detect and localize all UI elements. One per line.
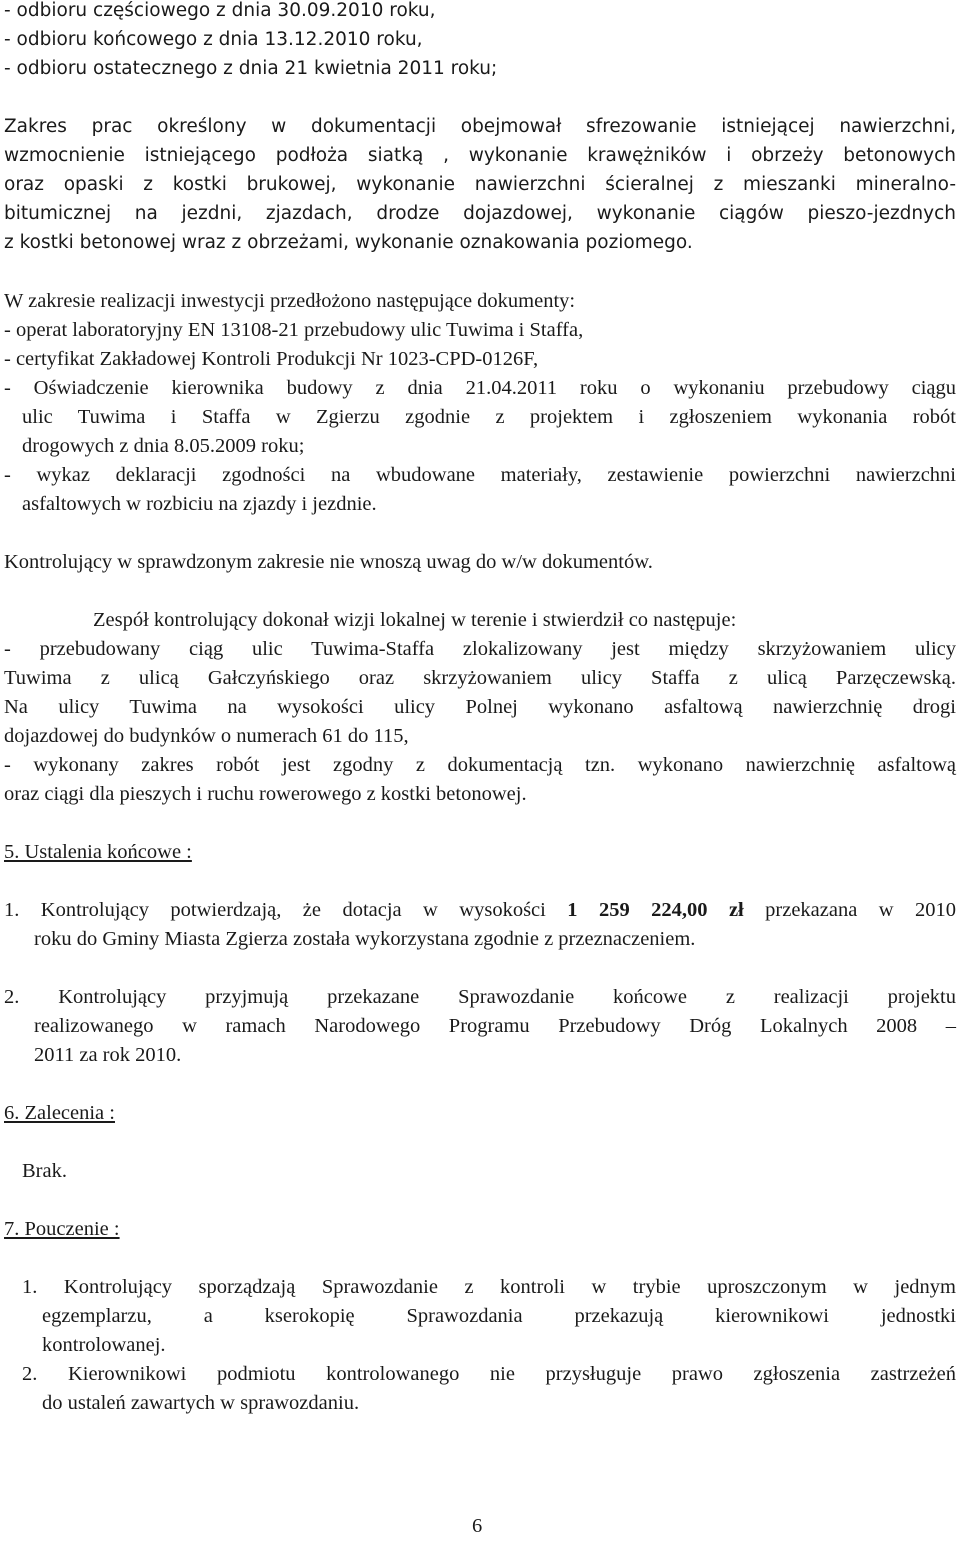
grant-amount: 1 259 224,00 zł [567, 899, 744, 921]
section-7-item-1-line-2: egzemplarzu, a kserokopię Sprawozdania przekazują kierownikowi jednostki [42, 1305, 956, 1327]
acceptance-item-final: - odbioru końcowego z dnia 13.12.2010 roku, [4, 29, 423, 50]
scope-line-1: Zakres prac określony w dokumentacji obejmował sfrezowanie istniejącej nawierzchni, [4, 116, 956, 137]
inspection-line-7: oraz ciągi dla pieszych i ruchu rowerowego z kostki betonowej. [4, 783, 527, 805]
document-item-declarations-line-1: - wykaz deklaracji zgodności na wbudowane materiały, zestawienie powierzchni nawierzchni [4, 464, 956, 486]
document-item-lab-report: - operat laboratoryjny EN 13108-21 przebudowy ulic Tuwima i Staffa, [4, 319, 584, 341]
acceptance-item-partial: - odbioru częściowego z dnia 30.09.2010 roku, [4, 0, 436, 21]
document-item-certificate: - certyfikat Zakładowej Kontroli Produkcji Nr 1023-CPD-0126F, [4, 348, 539, 370]
scope-line-4: bitumicznej na jezdni, zjazdach, drodze dojazdowej, wykonanie ciągów pieszo-jezdnych [4, 203, 956, 224]
inspection-line-3: Tuwima z ulicą Gałczyńskiego oraz skrzyżowaniem ulicy Staffa z ulicą Parzęczewską. [4, 667, 956, 689]
document-item-statement-line-1: - Oświadczenie kierownika budowy z dnia 21.04.2011 roku o wykonaniu przebudowy ciągu [4, 377, 956, 399]
scope-line-2: wzmocnienie istniejącego podłoża siatką , wykonanie krawężników i obrzeży betonowych [4, 145, 956, 166]
section-7-heading: 7. Pouczenie : [4, 1218, 120, 1240]
inspection-line-6: - wykonany zakres robót jest zgodny z dokumentacją tzn. wykonano nawierzchnię asfaltową [4, 754, 956, 776]
section-7-item-2-line-1: 2. Kierownikowi podmiotu kontrolowanego nie przysługuje prawo zgłoszenia zastrzeżeń [22, 1363, 956, 1385]
scope-line-3: oraz opaski z kostki brukowej, wykonanie nawierzchni ścieralnej z mieszanki mineralno- [4, 174, 956, 195]
inspection-intro: Zespół kontrolujący dokonał wizji lokalnej w terenie i stwierdził co następuje: [93, 609, 737, 631]
page-number: 6 [472, 1515, 483, 1537]
section-5-heading: 5. Ustalenia końcowe : [4, 841, 192, 863]
section-7-item-1-line-1: 1. Kontrolujący sporządzają Sprawozdanie z kontroli w trybie uproszczonym w jednym [22, 1276, 956, 1298]
document-item-declarations-line-2: asfaltowych w rozbiciu na zjazdy i jezdnie. [22, 493, 377, 515]
section-5-item-1-line-2: roku do Gminy Miasta Zgierza została wykorzystana zgodnie z przeznaczeniem. [34, 928, 696, 950]
inspection-line-2: - przebudowany ciąg ulic Tuwima-Staffa zlokalizowany jest między skrzyżowaniem ulicy [4, 638, 956, 660]
inspection-line-4: Na ulicy Tuwima na wysokości ulicy Polnej wykonano asfaltową nawierzchnię drogi [4, 696, 956, 718]
no-remarks-statement: Kontrolujący w sprawdzonym zakresie nie wnoszą uwag do w/w dokumentów. [4, 551, 653, 573]
item-1-text-b: przekazana w 2010 [743, 899, 956, 921]
document-item-statement-line-2: ulic Tuwima i Staffa w Zgierzu zgodnie z projektem i zgłoszeniem wykonania robót [22, 406, 956, 428]
inspection-line-5: dojazdowej do budynków o numerach 61 do 115, [4, 725, 409, 747]
section-5-item-2-line-1: 2. Kontrolujący przyjmują przekazane Sprawozdanie końcowe z realizacji projektu [4, 986, 956, 1008]
section-7-item-1-line-3: kontrolowanej. [42, 1334, 166, 1356]
section-5-item-2-line-2: realizowanego w ramach Narodowego Programu Przebudowy Dróg Lokalnych 2008 – [34, 1015, 956, 1037]
item-1-text-a: 1. Kontrolujący potwierdzają, że dotacja w wysokości [4, 899, 568, 921]
section-6-text: Brak. [22, 1160, 67, 1182]
section-6-heading: 6. Zalecenia : [4, 1102, 115, 1124]
section-5-item-1-line-1 [4, 899, 956, 922]
documents-intro: W zakresie realizacji inwestycji przedłożono następujące dokumenty: [4, 290, 576, 312]
section-5-item-2-line-3: 2011 za rok 2010. [34, 1044, 182, 1066]
scope-line-5: z kostki betonowej wraz z obrzeżami, wykonanie oznakowania poziomego. [4, 232, 693, 253]
section-7-item-2-line-2: do ustaleń zawartych w sprawozdaniu. [42, 1392, 360, 1414]
acceptance-item-ultimate: - odbioru ostatecznego z dnia 21 kwietnia 2011 roku; [4, 58, 498, 79]
document-item-statement-line-3: drogowych z dnia 8.05.2009 roku; [22, 435, 305, 457]
